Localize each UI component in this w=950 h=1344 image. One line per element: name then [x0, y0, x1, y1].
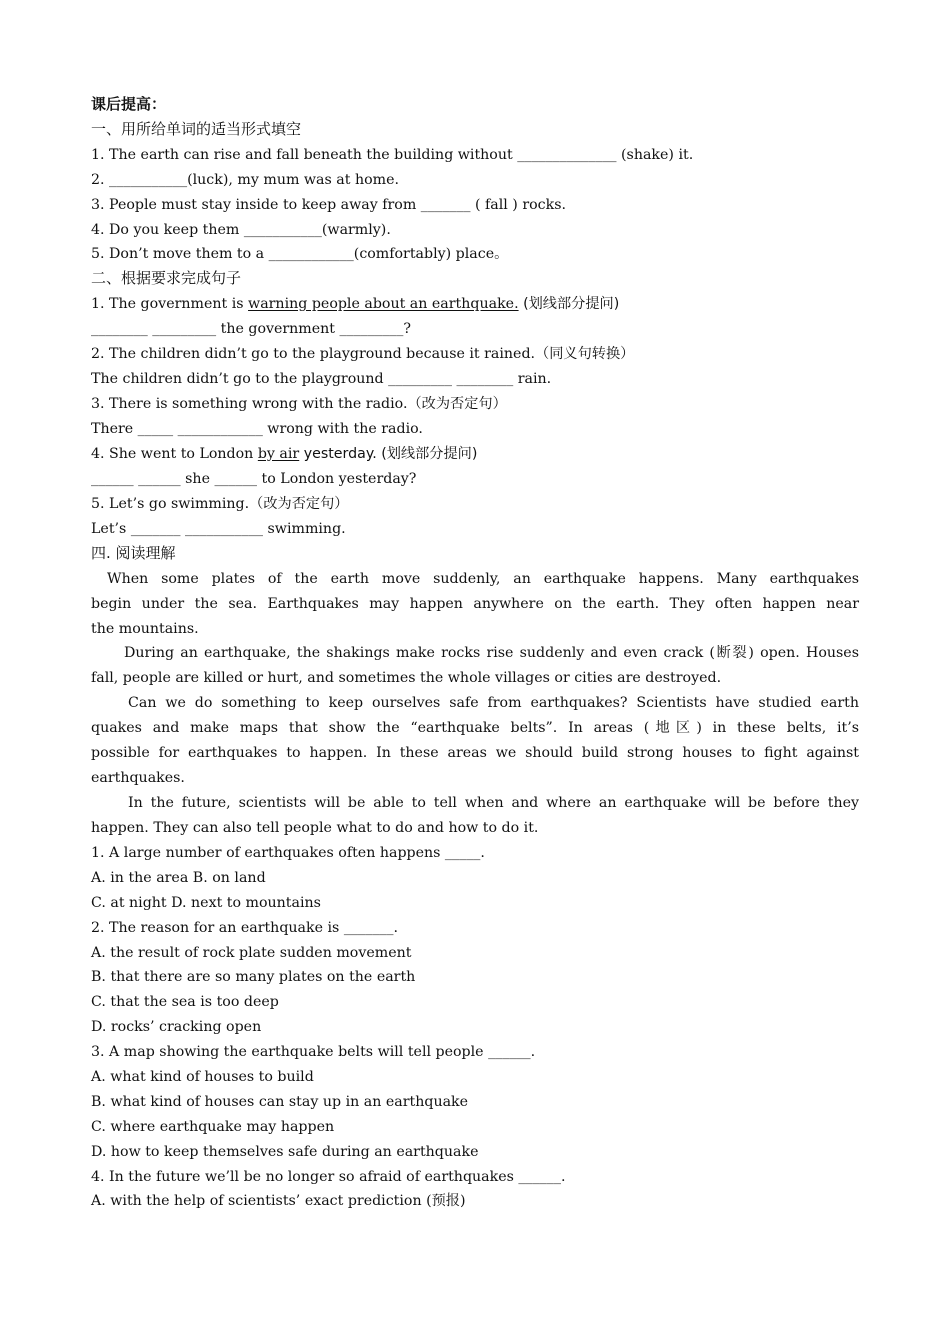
reading-question: 2. The reason for an earthquake is _______.	[91, 920, 398, 936]
passage-line: fall, people are killed or hurt, and sometimes the whole villages or cities are destroyed.	[91, 670, 722, 686]
passage-line: Can we do something to keep ourselves safe from earthquakes? Scientists have studied earth	[128, 695, 859, 711]
answer-option: C. that the sea is too deep	[91, 994, 279, 1010]
passage-line: the mountains.	[91, 621, 199, 637]
answer-option: D. how to keep themselves safe during an earthquake	[91, 1144, 479, 1160]
answer-option: A. in the area B. on land	[91, 870, 266, 886]
answer-line: Let’s _______ ___________ swimming.	[91, 521, 346, 537]
q1-text: 1. The government is	[91, 296, 249, 312]
answer-option: C. where earthquake may happen	[91, 1119, 335, 1135]
answer-line: There _____ ____________ wrong with the radio.	[91, 421, 423, 437]
q4-underlined: by air	[257, 446, 300, 462]
sentence-task-q1	[91, 294, 859, 314]
answer-line: ______ ______ she ______ to London yesterday?	[91, 471, 417, 487]
page-title: 课后提高：	[91, 95, 167, 113]
fill-blank-item: 3. People must stay inside to keep away from _______ ( fall ) rocks.	[91, 197, 567, 213]
reading-question: 4. In the future we’ll be no longer so afraid of earthquakes ______.	[91, 1169, 566, 1185]
q1-instruction: (划线部分提问)	[518, 296, 620, 312]
fill-blank-item: 4. Do you keep them ___________(warmly).	[91, 222, 391, 238]
fill-blank-item: 2. ___________(luck), my mum was at home.	[91, 172, 400, 188]
passage-line: possible for earthquakes to happen. In these areas we should build strong houses to fight against	[91, 745, 859, 761]
sentence-task-q2: 2. The children didn’t go to the playground because it rained.（同义句转换）	[91, 346, 635, 362]
answer-option: B. that there are so many plates on the earth	[91, 969, 416, 985]
passage-line: begin under the sea. Earthquakes may happen anywhere on the earth. They often happen near	[91, 596, 859, 612]
fill-blank-item: 5. Don’t move them to a ____________(comfortably) place。	[91, 246, 509, 262]
q1-underlined: warning people about an earthquake.	[248, 296, 519, 312]
answer-option: C. at night D. next to mountains	[91, 895, 321, 911]
answer-option: B. what kind of houses can stay up in an earthquake	[91, 1094, 469, 1110]
q4-text: 4. She went to London	[91, 446, 258, 462]
answer-option: A. the result of rock plate sudden movement	[91, 945, 412, 961]
passage-line: When some plates of the earth move suddenly, an earthquake happens. Many earthquakes	[107, 571, 859, 587]
q4-instruction: yesterday. (划线部分提问)	[299, 446, 478, 462]
answer-option: D. rocks’ cracking open	[91, 1019, 262, 1035]
passage-line: earthquakes.	[91, 770, 185, 786]
section2-heading: 二、根据要求完成句子	[91, 269, 242, 287]
reading-question: 1. A large number of earthquakes often happens _____.	[91, 845, 485, 861]
passage-line: During an earthquake, the shakings make rocks rise suddenly and even crack (断裂) open. Houses	[124, 645, 859, 661]
answer-line: The children didn’t go to the playground _________ ________ rain.	[91, 371, 552, 387]
answer-option: A. what kind of houses to build	[91, 1069, 314, 1085]
section1-heading: 一、用所给单词的适当形式填空	[91, 120, 302, 138]
section4-heading: 四. 阅读理解	[91, 544, 176, 562]
sentence-task-q3: 3. There is something wrong with the radio.（改为否定句）	[91, 396, 507, 412]
answer-option: A. with the help of scientists’ exact prediction (预报)	[91, 1193, 466, 1209]
sentence-task-q5: 5. Let’s go swimming.（改为否定句）	[91, 496, 349, 512]
sentence-task-q4	[91, 444, 859, 464]
passage-line: happen. They can also tell people what to do and how to do it.	[91, 820, 539, 836]
passage-line: quakes and make maps that show the “earthquake belts”. In areas (地区) in these belts, it’s	[91, 720, 859, 736]
answer-line: ________ _________ the government _________?	[91, 321, 411, 337]
fill-blank-item: 1. The earth can rise and fall beneath the building without ______________ (shake) it.	[91, 147, 694, 163]
reading-question: 3. A map showing the earthquake belts will tell people ______.	[91, 1044, 536, 1060]
passage-line: In the future, scientists will be able to tell when and where an earthquake will be before they	[128, 795, 859, 811]
